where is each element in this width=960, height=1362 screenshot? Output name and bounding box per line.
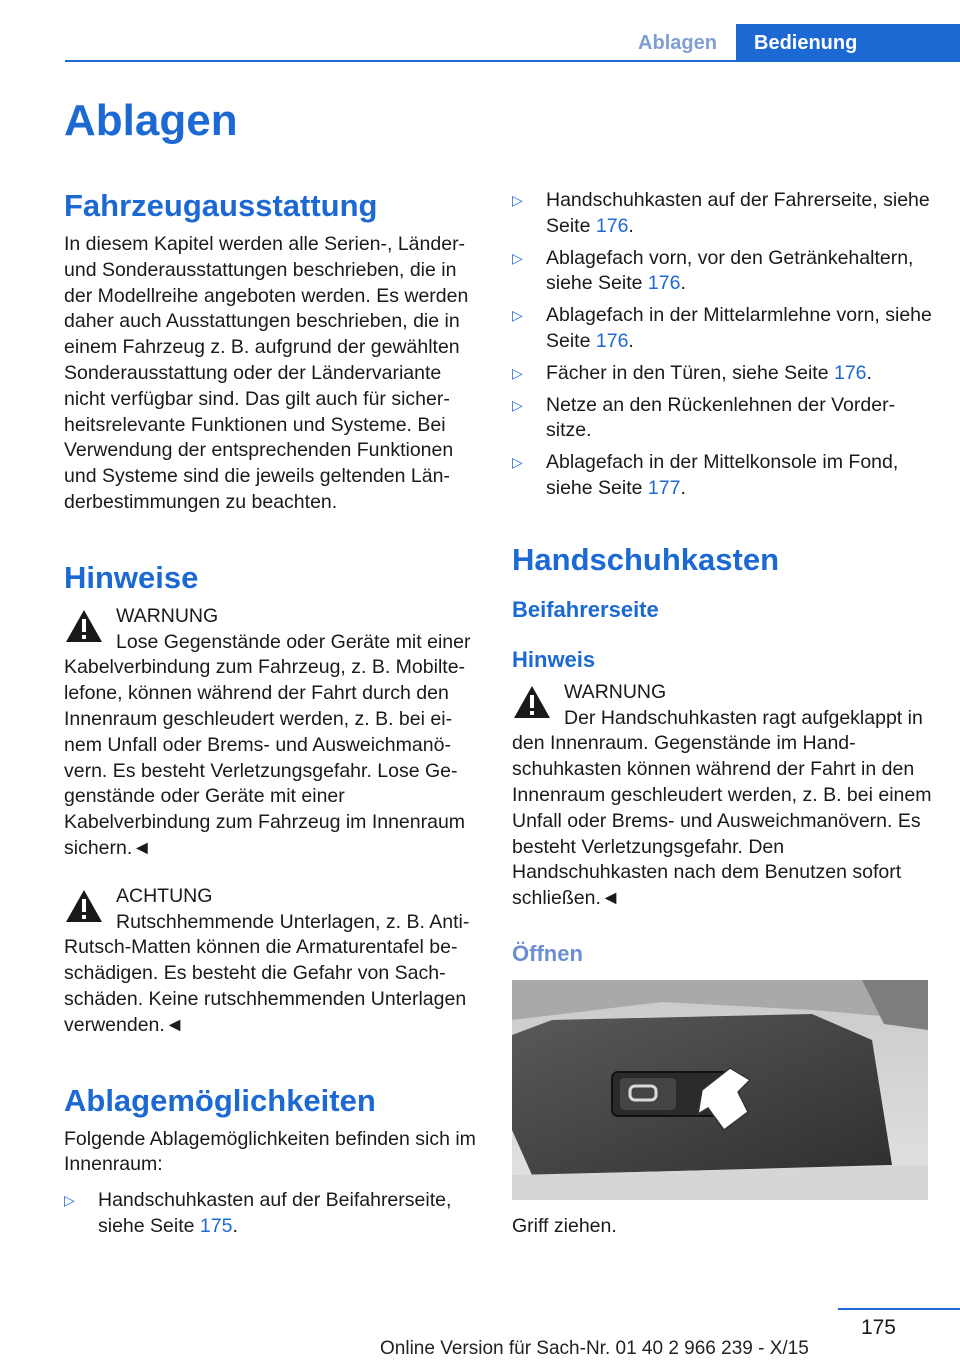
page-title: Ablagen <box>64 96 238 145</box>
triangle-bullet-icon: ▷ <box>512 364 523 381</box>
warning-block-3 <box>512 680 932 912</box>
warning-block-1 <box>64 604 478 862</box>
list-item: ▷ Ablagefach vorn, vor den Getränkehaltern, siehe Seite 176. <box>512 246 914 295</box>
left-column <box>64 180 478 1246</box>
list-item-text: Fächer in den Türen, siehe Seite <box>546 361 834 384</box>
warning-1-text: Lose Gegenstände oder Geräte mit einer Kabelverbindung zum Fahrzeug, z. B. Mobiltelefone, können während der Fahrt durch den Innenraum geschleudert werden, z. B. bei einem Unfall oder Brems- und Ausweichmanövern. Es besteht Verletzungsgefahr. Lose Gegenstände oder Geräte mit einer Kabelverbindung zum Fahrzeug im Innenraum sichern.◄ <box>64 630 471 859</box>
photo-caption: Griff ziehen. <box>512 1214 617 1237</box>
warning-triangle-icon <box>64 888 104 924</box>
warning-2-title: ACHTUNG <box>116 884 213 907</box>
subsection-title-hinweis: Hinweis <box>512 646 596 672</box>
page-link[interactable]: 175 <box>199 1214 233 1237</box>
warning-triangle-icon <box>512 684 552 720</box>
list-item-text: Handschuhkasten auf der Fahrerseite, siehe Seite <box>546 189 930 237</box>
glovebox-photo <box>512 980 928 1200</box>
section-title-fahrzeugausstattung: Fahrzeugausstattung <box>64 188 378 223</box>
warning-3-text: Der Handschuhkasten ragt aufgeklappt in den Innenraum. Gegenstände im Handschuhkasten können während der Fahrt in den Innenraum geschleudert werden, z. B. bei einem Unfall oder Brems- und Ausweichmanövern. Es besteht Verletzungsgefahr. Den Handschuhkasten nach dem Benutzen sofort schließen.◄ <box>512 706 932 910</box>
section-text-fahrzeugausstattung: In diesem Kapitel werden alle Serien-, Länder- und Sonderausstattungen beschrieben, die in der Modellreihe angeboten werden. Es werden daher auch Ausstattungen beschrieben, die in einem Fahrzeug z. B. aufgrund der gewählten Sonderausstattung oder der Ländervariante nicht verfügbar sind. Das gilt auch für sicherheitsrelevante Funktionen und Systeme. Bei Verwendung der entsprechenden Funktionen und Systeme sind die jeweils geltenden Länderbestimmungen zu beachten. <box>64 233 469 513</box>
header-rule <box>65 60 960 62</box>
warning-block-2 <box>64 884 478 1039</box>
list-item-text: Ablagefach in der Mittelarmlehne vorn, siehe Seite <box>546 304 932 352</box>
list-item: ▷ Ablagefach in der Mittelarmlehne vorn, siehe Seite 176. <box>512 304 932 352</box>
subsection-title-beifahrerseite: Beifahrerseite <box>512 596 659 622</box>
section-text-ablagemoeglichkeiten: Folgende Ablagemöglichkeiten befinden sich im Innenraum: <box>64 1127 476 1176</box>
right-column <box>512 180 932 1240</box>
page-link[interactable]: 176 <box>595 329 629 352</box>
list-item <box>512 393 932 445</box>
list-item: ▷ Handschuhkasten auf der Beifahrerseite, siehe Seite 175. <box>64 1189 452 1237</box>
section-title-ablagemoeglichkeiten: Ablagemöglichkeiten <box>64 1082 376 1118</box>
storage-list-right <box>512 188 932 502</box>
header-tab-bedienung[interactable]: Bedienung <box>736 24 960 62</box>
page-link[interactable]: 177 <box>647 476 681 499</box>
list-item-text: Ablagefach vorn, vor den Getränkehaltern, siehe Seite <box>546 246 914 295</box>
list-item-text: Handschuhkasten auf der Beifahrerseite, siehe Seite <box>98 1189 452 1237</box>
warning-2-text: Rutschhemmende Unterlagen, z. B. Anti-Rutsch-Matten können die Armaturentafel beschädigen. Es besteht die Gefahr von Sachschäden. Keine rutschhemmenden Unterlagen verwenden.◄ <box>64 910 470 1036</box>
footer-rule <box>838 1308 960 1310</box>
list-item-text: Ablagefach in der Mittelkonsole im Fond, siehe Seite <box>546 451 899 499</box>
header-tab-ablagen[interactable]: Ablagen <box>638 32 717 54</box>
list-item: ▷ Fächer in den Türen, siehe Seite 176. <box>512 361 932 387</box>
list-item: ▷ Handschuhkasten auf der Fahrerseite, siehe Seite 176. <box>512 189 930 237</box>
triangle-bullet-icon: ▷ <box>512 396 523 413</box>
page-number: 175 <box>860 1316 896 1339</box>
triangle-bullet-icon: ▷ <box>64 1192 75 1209</box>
page-link[interactable]: 176 <box>647 272 681 295</box>
page-link[interactable]: 176 <box>833 361 867 384</box>
subsection-title-oeffnen: Öffnen <box>512 940 583 966</box>
warning-1-title: WARNUNG <box>116 604 219 627</box>
warning-3-title: WARNUNG <box>564 680 667 703</box>
section-title-hinweise: Hinweise <box>64 559 199 595</box>
list-item-text: Netze an den Rückenlehnen der Vordersitze. <box>546 393 896 442</box>
section-title-handschuhkasten: Handschuhkasten <box>512 541 780 577</box>
storage-list-left <box>64 1188 478 1240</box>
list-item: ▷ Ablagefach in der Mittelkonsole im Fond, siehe Seite 177. <box>512 451 899 499</box>
triangle-bullet-icon: ▷ <box>512 249 523 266</box>
page-link[interactable]: 176 <box>595 214 629 237</box>
triangle-bullet-icon: ▷ <box>512 192 523 208</box>
triangle-bullet-icon: ▷ <box>512 307 523 324</box>
warning-triangle-icon <box>64 608 104 644</box>
footer-version: Online Version für Sach-Nr. 01 40 2 966 239 - X/15 <box>380 1338 809 1359</box>
triangle-bullet-icon: ▷ <box>512 454 523 471</box>
